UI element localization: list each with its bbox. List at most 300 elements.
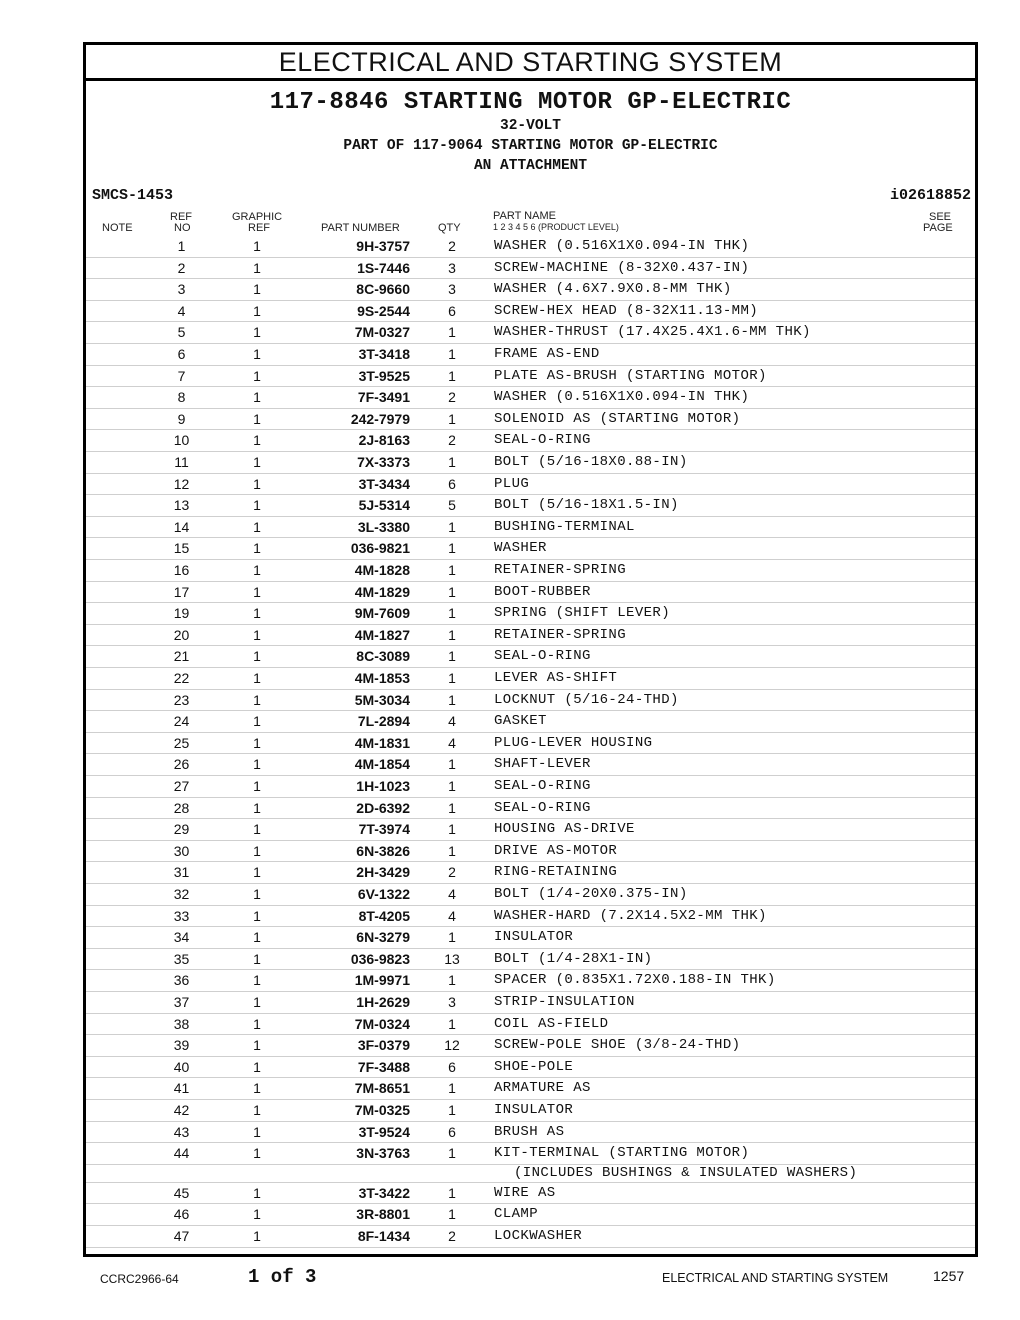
part-name-cell: WASHER (0.516X1X0.094-IN THK): [494, 389, 750, 406]
ref-no-cell: 11: [174, 454, 189, 470]
qty-cell: 1: [448, 605, 456, 622]
qty-cell: 3: [448, 994, 456, 1010]
table-row: [86, 235, 975, 258]
part-number-cell: 036-9821: [350, 540, 410, 557]
table-row-continuation: [86, 1164, 975, 1183]
part-name-cell: SEAL-O-RING: [494, 648, 591, 665]
table-row: [86, 1099, 975, 1122]
qty-cell: 1: [448, 670, 456, 686]
graphic-ref-cell: 1: [253, 1145, 261, 1162]
page-frame: [83, 42, 978, 1257]
part-name-cell: SEAL-O-RING: [494, 778, 591, 794]
part-number-cell: 7X-3373: [357, 454, 410, 470]
table-row: [86, 365, 975, 388]
col-product-level: 1 2 3 4 5 6 (PRODUCT LEVEL): [493, 222, 619, 232]
group-part-of: PART OF 117-9064 STARTING MOTOR GP-ELECTRIC: [343, 138, 718, 154]
part-number-cell: 7M-0325: [354, 1102, 410, 1118]
graphic-ref-cell: 1: [253, 346, 261, 362]
graphic-ref-cell: 1: [253, 324, 261, 341]
part-number-cell: 7M-8651: [354, 1080, 410, 1097]
part-number-cell: 036-9823: [350, 950, 410, 967]
ref-no-cell: 19: [173, 605, 190, 622]
part-number-cell: 3T-3434: [358, 475, 410, 492]
smcs-code: SMCS-1453: [92, 187, 174, 204]
group-voltage: 32-VOLT: [500, 118, 561, 134]
part-name-cell: PLUG: [494, 475, 530, 492]
ref-no-cell: 34: [173, 929, 190, 946]
col-part-name: PART NAME: [493, 210, 556, 222]
table-row: [86, 645, 975, 668]
part-number-cell: 4M-1831: [354, 734, 410, 751]
part-name-cell: STRIP-INSULATION: [494, 994, 635, 1010]
table-row: [86, 1034, 975, 1057]
part-name-cell: WASHER: [494, 540, 547, 557]
part-name-cell: SCREW-HEX HEAD (8-32X11.13-MM): [494, 302, 759, 319]
graphic-ref-cell: 1: [253, 238, 261, 254]
part-name-cell: BOLT (1/4-20X0.375-IN): [494, 886, 688, 902]
qty-cell: 4: [448, 713, 456, 730]
part-name-cell: SPRING (SHIFT LEVER): [494, 605, 671, 622]
ref-no-cell: 31: [173, 864, 190, 881]
ref-no-cell: 41: [173, 1080, 190, 1097]
ref-no-cell: 3: [177, 281, 186, 298]
part-number-cell: 3T-9524: [358, 1123, 410, 1140]
table-row: [86, 905, 975, 928]
qty-cell: 1: [448, 1015, 456, 1032]
qty-cell: 1: [448, 583, 456, 600]
graphic-ref-cell: 1: [253, 907, 261, 924]
graphic-ref-cell: 1: [253, 799, 261, 816]
part-number-cell: 8C-9660: [356, 281, 410, 298]
part-name-cell: SEAL-O-RING: [494, 799, 591, 816]
qty-cell: 1: [448, 1102, 456, 1118]
part-number-cell: 3T-3418: [358, 346, 410, 362]
qty-cell: 2: [448, 389, 456, 406]
graphic-ref-cell: 1: [253, 1206, 261, 1223]
part-number-cell: 242-7979: [350, 410, 410, 427]
ref-no-cell: 14: [173, 518, 190, 535]
table-row: [86, 624, 975, 647]
graphic-ref-cell: 1: [253, 410, 261, 427]
table-row: [86, 861, 975, 884]
qty-cell: 2: [448, 432, 456, 449]
part-name-cell: (INCLUDES BUSHINGS & INSULATED WASHERS): [514, 1164, 858, 1181]
graphic-ref-cell: 1: [253, 1184, 261, 1201]
part-name-cell: SPACER (0.835X1.72X0.188-IN THK): [494, 972, 776, 989]
part-name-cell: LEVER AS-SHIFT: [494, 670, 618, 686]
ref-no-cell: 37: [173, 994, 190, 1010]
graphic-ref-cell: 1: [253, 648, 261, 665]
qty-cell: 2: [448, 1228, 456, 1244]
table-row: [86, 818, 975, 841]
graphic-ref-cell: 1: [253, 886, 261, 902]
part-name-cell: KIT-TERMINAL (STARTING MOTOR): [494, 1145, 750, 1162]
table-row: [86, 343, 975, 366]
qty-cell: 3: [448, 259, 456, 276]
ref-no-cell: 42: [173, 1102, 190, 1118]
qty-cell: 1: [448, 346, 456, 362]
ref-no-cell: 45: [173, 1184, 190, 1201]
ref-no-cell: 7: [177, 367, 186, 384]
part-number-cell: 6N-3279: [356, 929, 410, 946]
part-name-cell: INSULATOR: [494, 929, 574, 946]
graphic-ref-cell: 1: [253, 972, 261, 989]
part-number-cell: 2H-3429: [356, 864, 410, 881]
part-name-cell: BOLT (5/16-18X0.88-IN): [494, 454, 688, 470]
part-number-cell: 1H-2629: [356, 994, 410, 1010]
ref-no-cell: 1: [177, 238, 186, 254]
table-row: [86, 386, 975, 409]
part-number-cell: 8F-1434: [357, 1228, 410, 1244]
qty-cell: 4: [448, 907, 456, 924]
table-row: [86, 257, 975, 280]
part-name-cell: RETAINER-SPRING: [494, 626, 627, 643]
qty-cell: 4: [448, 886, 456, 902]
part-number-cell: 1H-1023: [356, 778, 410, 794]
qty-cell: 6: [448, 1058, 456, 1075]
part-name-cell: DRIVE AS-MOTOR: [494, 842, 618, 859]
part-name-cell: WASHER-THRUST (17.4X25.4X1.6-MM THK): [494, 324, 811, 341]
qty-cell: 3: [448, 281, 456, 298]
qty-cell: 1: [448, 972, 456, 989]
part-name-cell: COIL AS-FIELD: [494, 1015, 609, 1032]
graphic-ref-cell: 1: [253, 518, 261, 535]
graphic-ref-cell: 1: [253, 259, 261, 276]
col-note: NOTE: [102, 222, 133, 234]
graphic-ref-cell: 1: [253, 691, 261, 708]
part-number-cell: 4M-1853: [354, 670, 410, 686]
table-row: [86, 1056, 975, 1079]
table-row: [86, 926, 975, 949]
part-name-cell: ARMATURE AS: [494, 1080, 591, 1097]
qty-cell: 1: [448, 410, 456, 427]
ref-no-cell: 17: [173, 583, 190, 600]
col-ref-bottom: NO: [174, 222, 191, 234]
graphic-ref-cell: 1: [253, 1080, 261, 1097]
table-row: [86, 602, 975, 625]
part-name-cell: INSULATOR: [494, 1102, 574, 1118]
ref-no-cell: 40: [173, 1058, 190, 1075]
part-number-cell: 8T-4205: [358, 907, 410, 924]
table-row: [86, 969, 975, 992]
ref-no-cell: 20: [173, 626, 190, 643]
ref-no-cell: 9: [177, 410, 186, 427]
table-row: [86, 948, 975, 971]
graphic-ref-cell: 1: [253, 842, 261, 859]
table-row: [86, 429, 975, 452]
part-name-cell: SCREW-POLE SHOE (3/8-24-THD): [494, 1037, 741, 1054]
part-number-cell: 7M-0327: [354, 324, 410, 341]
ref-no-cell: 15: [173, 540, 190, 557]
part-name-cell: LOCKWASHER: [494, 1228, 583, 1244]
table-row: [86, 775, 975, 798]
part-name-cell: PLATE AS-BRUSH (STARTING MOTOR): [494, 367, 767, 384]
ref-no-cell: 25: [173, 734, 190, 751]
qty-cell: 1: [448, 1184, 456, 1201]
qty-cell: 1: [448, 691, 456, 708]
qty-cell: 1: [448, 1145, 456, 1162]
part-number-cell: 7M-0324: [354, 1015, 410, 1032]
document-identifier: i02618852: [889, 187, 971, 204]
ref-no-cell: 35: [173, 950, 190, 967]
table-row: [86, 1203, 975, 1226]
col-see-top: SEE: [929, 211, 952, 223]
qty-cell: 1: [448, 626, 456, 643]
ref-no-cell: 21: [173, 648, 190, 665]
table-row: [86, 537, 975, 560]
table-row: [86, 667, 975, 690]
ref-no-cell: 47: [173, 1228, 190, 1244]
ref-no-cell: 4: [177, 302, 186, 319]
graphic-ref-cell: 1: [253, 497, 261, 514]
part-number-cell: 7L-2894: [357, 713, 410, 730]
part-number-cell: 1S-7446: [357, 259, 410, 276]
graphic-ref-cell: 1: [253, 1102, 261, 1118]
graphic-ref-cell: 1: [253, 605, 261, 622]
part-name-cell: SEAL-O-RING: [494, 432, 591, 449]
qty-cell: 1: [448, 778, 456, 794]
table-row: [86, 581, 975, 604]
table-row: [86, 559, 975, 582]
graphic-ref-cell: 1: [253, 821, 261, 838]
part-number-cell: 6V-1322: [357, 886, 410, 902]
table-row: [86, 451, 975, 474]
graphic-ref-cell: 1: [253, 670, 261, 686]
graphic-ref-cell: 1: [253, 734, 261, 751]
graphic-ref-cell: 1: [253, 454, 261, 470]
ref-no-cell: 24: [173, 713, 190, 730]
ref-no-cell: 12: [173, 475, 190, 492]
graphic-ref-cell: 1: [253, 1037, 261, 1054]
table-row: [86, 1142, 975, 1165]
part-name-cell: WASHER (4.6X7.9X0.8-MM THK): [494, 281, 732, 298]
graphic-ref-cell: 1: [253, 389, 261, 406]
part-number-cell: 3T-9525: [358, 367, 410, 384]
qty-cell: 1: [448, 929, 456, 946]
part-name-cell: FRAME AS-END: [494, 346, 600, 362]
table-row: [86, 689, 975, 712]
graphic-ref-cell: 1: [253, 929, 261, 946]
table-row: [86, 797, 975, 820]
col-qty: QTY: [438, 222, 461, 234]
qty-cell: 1: [448, 367, 456, 384]
graphic-ref-cell: 1: [253, 367, 261, 384]
graphic-ref-cell: 1: [253, 1058, 261, 1075]
part-name-cell: CLAMP: [494, 1206, 539, 1223]
graphic-ref-cell: 1: [253, 583, 261, 600]
part-number-cell: 5J-5314: [358, 497, 410, 514]
table-row: [86, 1077, 975, 1100]
graphic-ref-cell: 1: [253, 713, 261, 730]
part-number-cell: 4M-1854: [354, 756, 410, 773]
qty-cell: 6: [448, 475, 456, 492]
ref-no-cell: 2: [177, 259, 186, 276]
footer-section: ELECTRICAL AND STARTING SYSTEM: [662, 1271, 889, 1285]
col-ref-top: REF: [170, 211, 192, 223]
footer-page-number: 1257: [933, 1268, 965, 1284]
graphic-ref-cell: 1: [253, 1123, 261, 1140]
part-name-cell: WASHER-HARD (7.2X14.5X2-MM THK): [494, 907, 767, 924]
part-number-cell: 3R-8801: [356, 1206, 410, 1223]
graphic-ref-cell: 1: [253, 1228, 261, 1244]
part-number-cell: 4M-1828: [354, 562, 410, 578]
qty-cell: 2: [448, 238, 456, 254]
table-row: [86, 494, 975, 517]
qty-cell: 1: [448, 1206, 456, 1223]
ref-no-cell: 43: [173, 1123, 190, 1140]
part-name-cell: RETAINER-SPRING: [494, 562, 627, 578]
qty-cell: 1: [448, 540, 456, 557]
part-number-cell: 9M-7609: [354, 605, 410, 622]
table-row: [86, 1121, 975, 1144]
ref-no-cell: 30: [173, 842, 190, 859]
graphic-ref-cell: 1: [253, 562, 261, 578]
qty-cell: 1: [448, 756, 456, 773]
qty-cell: 1: [448, 324, 456, 341]
qty-cell: 1: [448, 799, 456, 816]
qty-cell: 1: [448, 821, 456, 838]
part-name-cell: WIRE AS: [494, 1184, 556, 1201]
col-graphic-top: GRAPHIC: [232, 211, 283, 223]
part-name-cell: LOCKNUT (5/16-24-THD): [494, 691, 679, 708]
part-number-cell: 3F-0379: [357, 1037, 410, 1054]
table-row: [86, 408, 975, 431]
ref-no-cell: 8: [177, 389, 186, 406]
table-row: [86, 516, 975, 539]
graphic-ref-cell: 1: [253, 864, 261, 881]
part-number-cell: 2J-8163: [358, 432, 410, 449]
part-number-cell: 7F-3491: [357, 389, 410, 406]
qty-cell: 1: [448, 518, 456, 535]
part-number-cell: 7T-3974: [358, 821, 410, 838]
ref-no-cell: 22: [173, 670, 190, 686]
part-number-cell: 2D-6392: [356, 799, 410, 816]
graphic-ref-cell: 1: [253, 778, 261, 794]
part-name-cell: BOLT (5/16-18X1.5-IN): [494, 497, 679, 514]
part-number-cell: 5M-3034: [354, 691, 410, 708]
group-attachment: AN ATTACHMENT: [473, 158, 588, 174]
col-part-number: PART NUMBER: [321, 222, 400, 234]
part-name-cell: BUSHING-TERMINAL: [494, 518, 635, 535]
graphic-ref-cell: 1: [253, 540, 261, 557]
ref-no-cell: 5: [177, 324, 186, 341]
table-row: [86, 753, 975, 776]
part-number-cell: 3N-3763: [356, 1145, 410, 1162]
qty-cell: 1: [448, 562, 456, 578]
ref-no-cell: 36: [173, 972, 190, 989]
footer-doc-code: CCRC2966-64: [100, 1272, 179, 1286]
table-row: [86, 732, 975, 755]
ref-no-cell: 10: [173, 432, 190, 449]
ref-no-cell: 29: [173, 821, 190, 838]
part-name-cell: GASKET: [494, 713, 547, 730]
ref-no-cell: 23: [173, 691, 190, 708]
ref-no-cell: 27: [173, 778, 190, 794]
table-row: [86, 473, 975, 496]
graphic-ref-cell: 1: [253, 281, 261, 298]
qty-cell: 4: [448, 734, 456, 751]
part-number-cell: 6N-3826: [356, 842, 410, 859]
part-number-cell: 1M-9971: [354, 972, 410, 989]
table-row: [86, 1013, 975, 1036]
table-row: [86, 300, 975, 323]
part-name-cell: SOLENOID AS (STARTING MOTOR): [494, 410, 741, 427]
part-name-cell: BRUSH AS: [494, 1123, 565, 1140]
ref-no-cell: 44: [173, 1145, 190, 1162]
table-row: [86, 991, 975, 1014]
qty-cell: 1: [448, 842, 456, 859]
part-name-cell: RING-RETAINING: [494, 864, 618, 881]
graphic-ref-cell: 1: [253, 475, 261, 492]
table-row: [86, 883, 975, 906]
qty-cell: 1: [448, 1080, 456, 1097]
qty-cell: 1: [448, 648, 456, 665]
part-number-cell: 7F-3488: [357, 1058, 410, 1075]
part-number-cell: 3T-3422: [358, 1184, 410, 1201]
qty-cell: 12: [444, 1037, 460, 1054]
qty-cell: 5: [448, 497, 456, 514]
qty-cell: 13: [444, 950, 460, 967]
col-graphic-bottom: REF: [248, 222, 270, 234]
graphic-ref-cell: 1: [253, 950, 261, 967]
part-number-cell: 3L-3380: [357, 518, 410, 535]
table-row: [86, 840, 975, 863]
part-number-cell: 9H-3757: [356, 238, 410, 254]
qty-cell: 6: [448, 1123, 456, 1140]
ref-no-cell: 46: [173, 1206, 190, 1223]
ref-no-cell: 38: [173, 1015, 190, 1032]
footer-page-of: 1 of 3: [248, 1266, 317, 1288]
qty-cell: 1: [448, 454, 456, 470]
part-name-cell: WASHER (0.516X1X0.094-IN THK): [494, 238, 750, 254]
part-name-cell: HOUSING AS-DRIVE: [494, 821, 635, 838]
ref-no-cell: 39: [173, 1037, 190, 1054]
graphic-ref-cell: 1: [253, 1015, 261, 1032]
qty-cell: 6: [448, 302, 456, 319]
graphic-ref-cell: 1: [253, 432, 261, 449]
part-name-cell: SHOE-POLE: [494, 1058, 574, 1075]
part-number-cell: 4M-1827: [354, 626, 410, 643]
part-name-cell: BOLT (1/4-28X1-IN): [494, 950, 653, 967]
qty-cell: 2: [448, 864, 456, 881]
graphic-ref-cell: 1: [253, 994, 261, 1010]
table-row: [86, 278, 975, 301]
ref-no-cell: 13: [173, 497, 190, 514]
part-number-cell: 4M-1829: [354, 583, 410, 600]
ref-no-cell: 32: [173, 886, 190, 902]
ref-no-cell: 16: [173, 562, 190, 578]
ref-no-cell: 6: [177, 346, 186, 362]
graphic-ref-cell: 1: [253, 302, 261, 319]
group-title: 117-8846 STARTING MOTOR GP-ELECTRIC: [269, 89, 792, 116]
ref-no-cell: 28: [173, 799, 190, 816]
part-name-cell: SHAFT-LEVER: [494, 756, 591, 773]
part-name-cell: BOOT-RUBBER: [494, 583, 591, 600]
table-row: [86, 710, 975, 733]
part-number-cell: 9S-2544: [357, 302, 410, 319]
col-see-bottom: PAGE: [923, 222, 953, 234]
ref-no-cell: 26: [173, 756, 190, 773]
part-number-cell: 8C-3089: [356, 648, 410, 665]
part-name-cell: PLUG-LEVER HOUSING: [494, 734, 653, 751]
part-name-cell: SCREW-MACHINE (8-32X0.437-IN): [494, 259, 750, 276]
table-row: [86, 1182, 975, 1205]
section-title: ELECTRICAL AND STARTING SYSTEM: [86, 45, 975, 81]
graphic-ref-cell: 1: [253, 756, 261, 773]
graphic-ref-cell: 1: [253, 626, 261, 643]
table-row: [86, 321, 975, 344]
ref-no-cell: 33: [173, 907, 190, 924]
